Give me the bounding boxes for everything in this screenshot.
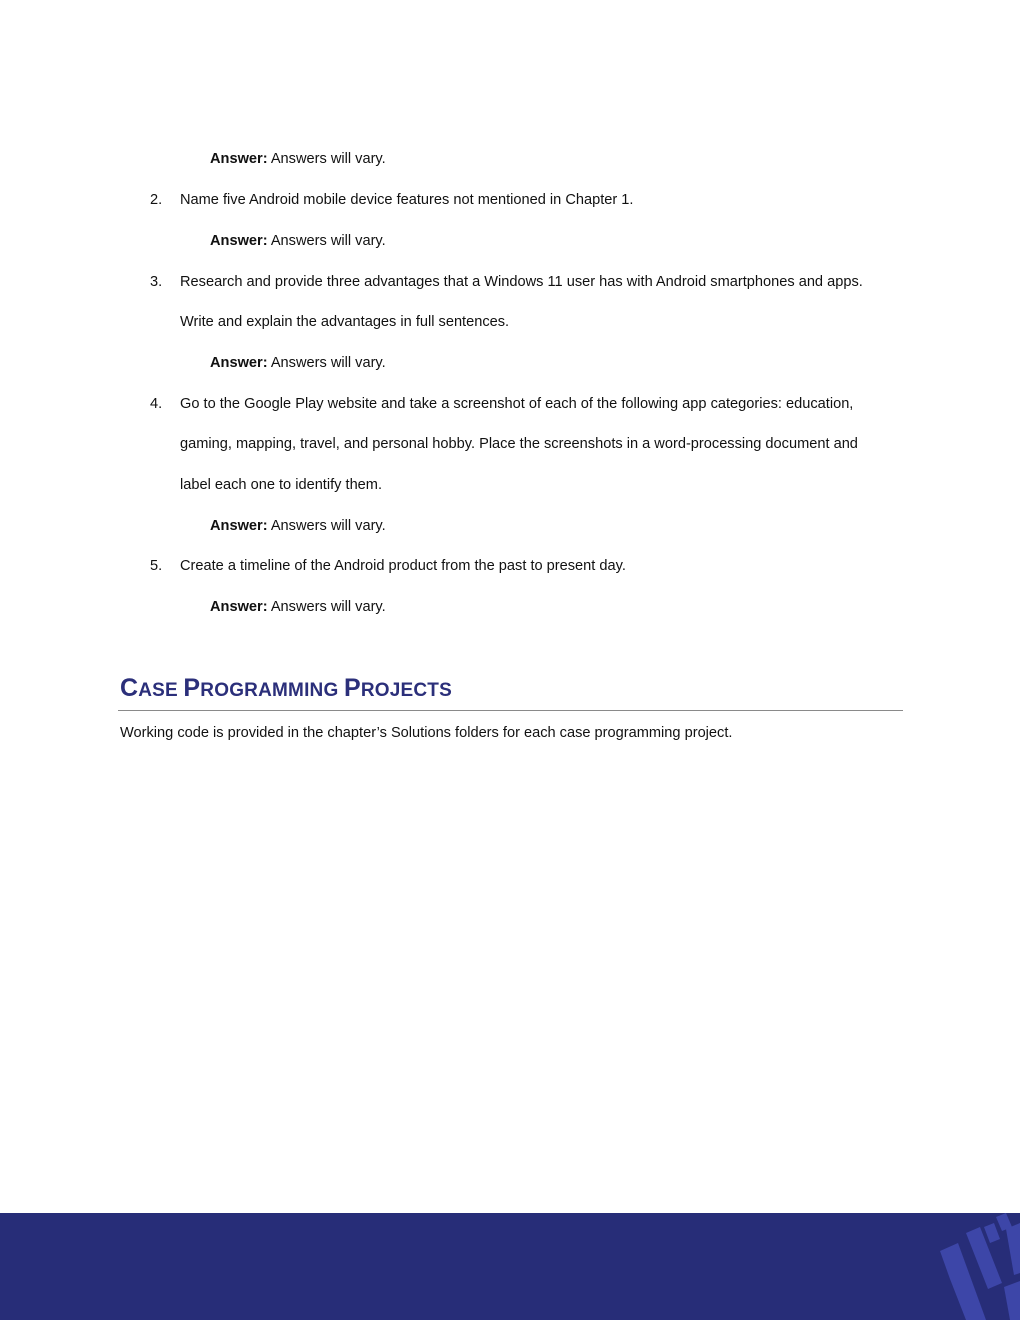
heading-initial: P	[183, 674, 201, 702]
question-number: 5.	[150, 558, 163, 574]
question-text: Name five Android mobile device features not mentioned in Chapter 1.	[180, 192, 634, 208]
answer-3	[210, 353, 386, 373]
heading-smallcaps: ROGRAMMING	[200, 680, 344, 701]
answer-label: Answer:	[210, 599, 268, 615]
publisher-logo-icon	[940, 1213, 1020, 1320]
question-text: Go to the Google Play website and take a screenshot of each of the following app categories: education,	[180, 396, 854, 412]
footer-band	[0, 1213, 1020, 1320]
answer-text: Answers will vary.	[270, 151, 386, 167]
heading-smallcaps: ROJECTS	[360, 680, 452, 701]
section-body-text: Working code is provided in the chapter’s Solutions folders for each case programming project.	[120, 725, 733, 741]
question-text: Create a timeline of the Android product from the past to present day.	[180, 558, 626, 574]
answer-2	[210, 231, 386, 251]
answer-text: Answers will vary.	[270, 233, 386, 249]
answer-text: Answers will vary.	[270, 599, 386, 615]
answer-5	[210, 597, 386, 617]
answer-label: Answer:	[210, 355, 268, 371]
question-number: 3.	[150, 274, 163, 290]
section-heading	[120, 672, 452, 707]
question-number: 2.	[150, 192, 163, 208]
question-text: Write and explain the advantages in full sentences.	[180, 314, 510, 330]
answer-1	[210, 149, 386, 169]
heading-divider	[118, 710, 903, 711]
question-text: gaming, mapping, travel, and personal hobby. Place the screenshots in a word-processing document and	[180, 436, 858, 452]
question-text: label each one to identify them.	[180, 477, 383, 493]
answer-label: Answer:	[210, 151, 268, 167]
answer-text: Answers will vary.	[270, 518, 386, 534]
answer-label: Answer:	[210, 518, 268, 534]
answer-label: Answer:	[210, 233, 268, 249]
heading-smallcaps: ASE	[138, 680, 184, 701]
answer-4	[210, 516, 386, 536]
question-number: 4.	[150, 396, 163, 412]
question-text: Research and provide three advantages that a Windows 11 user has with Android smartphones and apps.	[180, 274, 863, 290]
heading-initial: P	[343, 674, 361, 702]
heading-initial: C	[120, 674, 139, 702]
answer-text: Answers will vary.	[270, 355, 386, 371]
